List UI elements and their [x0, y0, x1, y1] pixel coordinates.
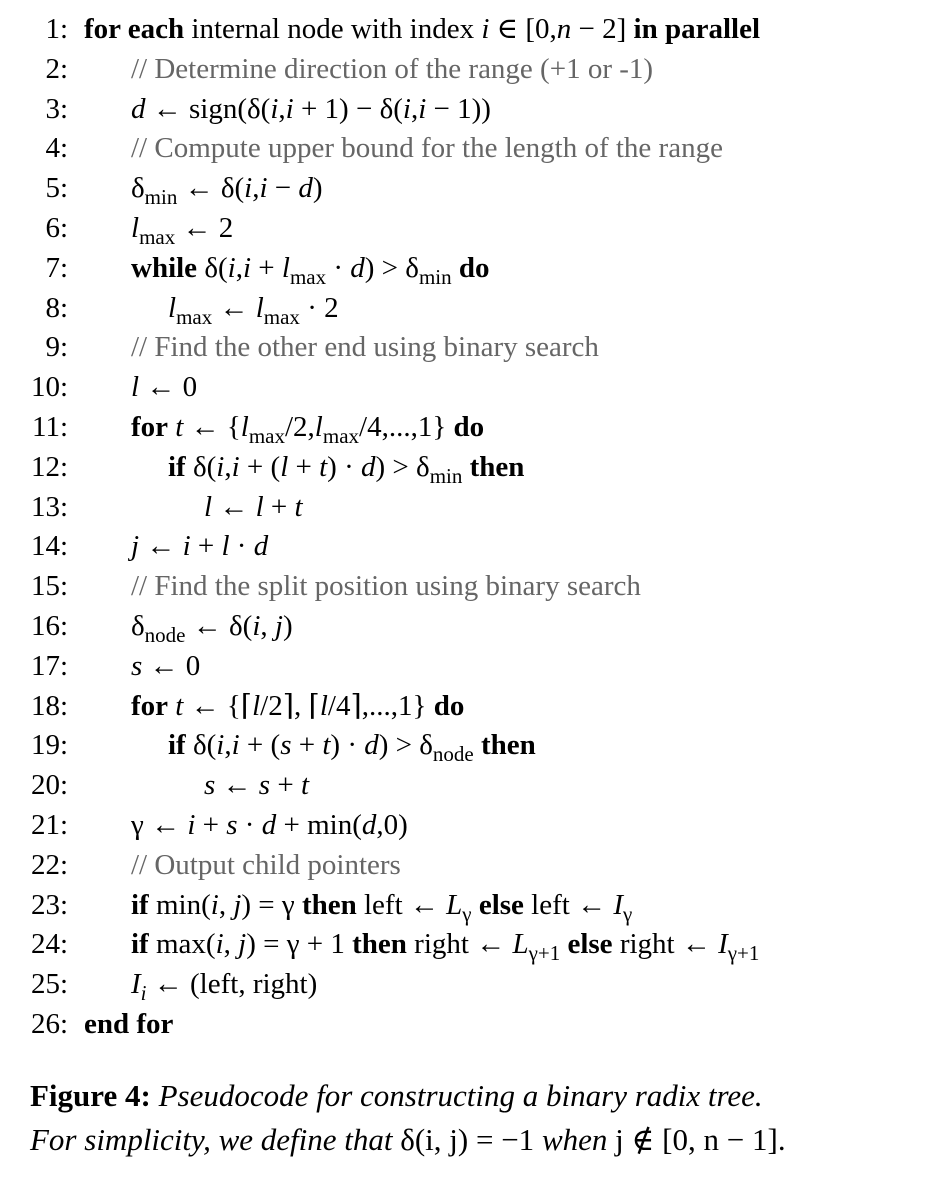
- line-number: 12:: [30, 450, 68, 483]
- line-number: 26:: [30, 1007, 68, 1040]
- code-line: [0, 368, 930, 408]
- code-line: [0, 328, 930, 368]
- code-line: [0, 687, 930, 727]
- code-text: δ: [131, 172, 145, 205]
- variable: i: [210, 888, 219, 921]
- keyword: then: [352, 928, 407, 961]
- code-text: + 1) − δ(: [293, 92, 403, 125]
- variable: l: [314, 410, 323, 443]
- code-text: + min(: [276, 808, 362, 841]
- variable: L: [446, 888, 463, 921]
- subscript: node: [144, 622, 186, 647]
- code-text: ,: [224, 450, 232, 483]
- code-line: [0, 50, 930, 90]
- code-text: ,: [235, 251, 243, 284]
- code-text: ←: [139, 530, 183, 563]
- algorithm-block: [0, 10, 930, 1045]
- variable: d: [253, 530, 269, 563]
- line-number: 4:: [45, 132, 68, 165]
- line-number: 24:: [30, 928, 68, 961]
- code-text: min(: [148, 888, 211, 921]
- keyword: if: [168, 450, 186, 483]
- variable: l: [255, 490, 264, 523]
- code-text: ) ·: [330, 729, 365, 762]
- code-line: [0, 488, 930, 528]
- line-number: 11:: [32, 410, 68, 443]
- line-code: [84, 1005, 173, 1045]
- variable: d: [350, 251, 365, 284]
- line-number: 2:: [45, 52, 68, 85]
- line-code: [131, 249, 490, 289]
- code-text: ) ·: [327, 450, 361, 483]
- code-text: ) = γ: [241, 888, 302, 921]
- code-text: ) > δ: [378, 729, 433, 762]
- code-text: ,: [224, 729, 232, 762]
- code-text: ,: [410, 92, 419, 125]
- code-line: [0, 1005, 930, 1045]
- subscript: max: [248, 423, 285, 448]
- variable: L: [512, 928, 529, 961]
- line-code: [131, 328, 599, 368]
- line-code: [131, 965, 317, 1005]
- variable: l: [240, 410, 249, 443]
- line-number: 22:: [30, 848, 68, 881]
- code-line: [0, 925, 930, 965]
- line-number: 19:: [30, 729, 68, 762]
- line-number: 17:: [30, 649, 68, 682]
- code-text: +: [291, 729, 323, 762]
- line-code: [84, 10, 760, 50]
- line-code: [131, 209, 233, 249]
- keyword: else: [478, 888, 524, 921]
- line-code: [131, 408, 484, 448]
- variable: l: [131, 211, 140, 244]
- code-text: /2,: [284, 410, 315, 443]
- variable: j: [233, 888, 242, 921]
- caption-text-2a: For simplicity, we define that: [30, 1122, 401, 1157]
- code-line: [0, 965, 930, 1005]
- variable: l: [319, 689, 328, 722]
- subscript: min: [144, 185, 178, 210]
- line-code: [131, 925, 759, 965]
- code-text: max(: [148, 928, 216, 961]
- variable: i: [227, 251, 236, 284]
- caption-text-2b: when: [534, 1122, 616, 1157]
- variable: j: [238, 928, 247, 961]
- line-number: 3:: [45, 92, 68, 125]
- code-text: ): [312, 172, 323, 205]
- code-text: /2⌉, ⌈: [260, 689, 320, 722]
- keyword: if: [131, 928, 149, 961]
- variable: s: [280, 729, 292, 762]
- comment: // Find the other end using binary search: [131, 331, 599, 364]
- line-code: [168, 289, 339, 329]
- variable: i: [216, 450, 225, 483]
- line-number: 21:: [30, 808, 68, 841]
- code-line: [0, 289, 930, 329]
- line-code: [131, 806, 408, 846]
- subscript: max: [139, 224, 176, 249]
- line-number: 9:: [45, 331, 68, 364]
- code-line: [0, 448, 930, 488]
- keyword: if: [168, 729, 186, 762]
- code-text: right ←: [406, 928, 513, 961]
- variable: d: [298, 172, 313, 205]
- caption-text-1: Pseudocode for constructing a binary radix tree.: [158, 1078, 763, 1113]
- variable: l: [168, 291, 177, 324]
- keyword: else: [567, 928, 613, 961]
- code-text: + (: [239, 450, 281, 483]
- variable: l: [280, 450, 289, 483]
- variable: i: [402, 92, 411, 125]
- variable: l: [221, 530, 230, 563]
- code-text: ,: [278, 92, 286, 125]
- keyword: then: [301, 888, 357, 921]
- subscript: max: [322, 423, 360, 448]
- subscript: i: [140, 981, 147, 1006]
- code-text: left ←: [356, 888, 447, 921]
- variable: l: [252, 689, 261, 722]
- subscript: node: [432, 742, 474, 767]
- figure-caption: [30, 1074, 910, 1162]
- variable: i: [252, 609, 261, 642]
- code-text: [462, 451, 469, 483]
- subscript: max: [289, 264, 327, 289]
- line-number: 20:: [30, 769, 68, 802]
- code-line: [0, 90, 930, 130]
- variable: i: [231, 729, 240, 762]
- variable: i: [216, 729, 225, 762]
- line-code: [131, 647, 200, 687]
- line-number: 1:: [45, 13, 68, 45]
- code-text: · 2: [299, 291, 339, 324]
- variable: i: [187, 808, 196, 841]
- comment: // Find the split position using binary search: [131, 570, 641, 603]
- line-code: [204, 488, 303, 528]
- variable: i: [231, 450, 240, 483]
- line-number: 13:: [30, 490, 68, 523]
- code-line: [0, 726, 930, 766]
- code-text: +: [263, 490, 295, 523]
- code-text: ← δ(: [185, 609, 253, 642]
- keyword: end for: [84, 1007, 174, 1040]
- line-code: [131, 846, 401, 886]
- caption-math-2: j ∉ [0, n − 1].: [615, 1122, 786, 1157]
- code-text: ·: [229, 530, 254, 563]
- keyword: while: [131, 251, 198, 284]
- variable: t: [175, 410, 184, 443]
- line-number: 6:: [45, 211, 68, 244]
- code-text: ): [282, 609, 293, 642]
- variable: t: [294, 490, 303, 523]
- variable: l: [204, 490, 213, 523]
- code-text: +: [251, 251, 282, 284]
- keyword: do: [433, 689, 465, 722]
- code-text: internal node with index: [184, 13, 482, 45]
- code-line: [0, 249, 930, 289]
- keyword: in parallel: [633, 13, 761, 45]
- comment: // Compute upper bound for the length of the range: [131, 132, 723, 165]
- code-text: +: [270, 769, 301, 802]
- code-text: + (: [239, 729, 281, 762]
- subscript: max: [176, 304, 213, 329]
- keyword: do: [458, 251, 490, 284]
- code-line: [0, 10, 930, 50]
- variable: l: [255, 291, 264, 324]
- code-text: −: [267, 172, 299, 205]
- code-line: [0, 607, 930, 647]
- variable: s: [204, 769, 216, 802]
- code-text: ←: [212, 490, 256, 523]
- comment: // Output child pointers: [131, 848, 401, 881]
- code-text: +: [190, 530, 222, 563]
- line-code: [168, 448, 524, 488]
- code-text: γ ←: [131, 808, 188, 841]
- code-line: [0, 846, 930, 886]
- keyword: then: [469, 450, 525, 483]
- code-text: [474, 729, 481, 761]
- code-text: ,: [223, 928, 239, 961]
- line-number: 10:: [30, 371, 68, 404]
- line-code: [131, 169, 323, 209]
- subscript: min: [429, 463, 463, 488]
- variable: i: [285, 92, 294, 125]
- line-number: 16:: [30, 609, 68, 642]
- line-code: [168, 726, 536, 766]
- line-code: [204, 766, 309, 806]
- variable: d: [364, 729, 379, 762]
- code-text: δ(: [197, 251, 228, 284]
- variable: i: [242, 251, 252, 284]
- variable: I: [613, 888, 623, 921]
- code-text: [452, 252, 459, 284]
- variable: j: [131, 530, 140, 563]
- keyword: do: [453, 410, 485, 443]
- code-line: [0, 647, 930, 687]
- subscript: γ: [462, 901, 472, 926]
- code-text: ← 2: [175, 211, 234, 244]
- subscript: γ+1: [727, 941, 760, 966]
- code-text: ← 0: [139, 371, 198, 404]
- line-number: 5:: [45, 172, 68, 205]
- code-line: [0, 886, 930, 926]
- code-line: [0, 806, 930, 846]
- variable: t: [319, 450, 328, 483]
- variable: l: [281, 251, 290, 284]
- code-text: δ(: [185, 450, 217, 483]
- variable: I: [131, 968, 141, 1001]
- caption-line-1: [30, 1074, 910, 1118]
- code-text: left ←: [523, 888, 614, 921]
- code-text: ← 0: [142, 649, 201, 682]
- variable: t: [322, 729, 331, 762]
- line-code: [131, 368, 197, 408]
- code-line: [0, 766, 930, 806]
- line-code: [131, 607, 293, 647]
- code-text: ) > δ: [364, 251, 419, 284]
- variable: i: [259, 172, 268, 205]
- caption-math-1: δ(i, j) = −1: [400, 1122, 535, 1157]
- variable: i: [418, 92, 427, 125]
- line-code: [131, 567, 641, 607]
- code-text: ,: [252, 172, 260, 205]
- variable: d: [361, 450, 376, 483]
- variable: i: [481, 13, 490, 45]
- caption-label: Figure 4:: [30, 1078, 151, 1113]
- code-line: [0, 408, 930, 448]
- line-number: 7:: [45, 251, 68, 284]
- variable: i: [270, 92, 279, 125]
- code-text: ← δ(: [177, 172, 245, 205]
- code-text: − 1)): [426, 92, 491, 125]
- variable: i: [244, 172, 253, 205]
- variable: t: [300, 769, 310, 802]
- code-text: ,: [218, 888, 234, 921]
- code-text: ·: [326, 251, 351, 284]
- variable: n: [556, 13, 572, 45]
- subscript: max: [263, 304, 300, 329]
- code-text: ← {⌈: [183, 689, 253, 722]
- code-line: [0, 527, 930, 567]
- line-code: [131, 50, 653, 90]
- keyword: for each: [84, 13, 185, 45]
- comment: // Determine direction of the range (+1 or -1): [131, 52, 654, 85]
- line-number: 15:: [30, 570, 68, 603]
- line-number: 14:: [30, 530, 68, 563]
- code-text: ,: [260, 609, 275, 642]
- line-code: [131, 129, 723, 169]
- variable: t: [175, 689, 184, 722]
- variable: j: [274, 609, 283, 642]
- code-text: /4,...,1}: [359, 410, 454, 443]
- line-code: [131, 886, 632, 926]
- code-line: [0, 169, 930, 209]
- code-text: +: [288, 450, 320, 483]
- line-number: 18:: [30, 689, 68, 722]
- caption-line-2: [30, 1118, 910, 1162]
- code-text: δ(: [185, 729, 217, 762]
- keyword: for: [131, 689, 169, 722]
- code-line: [0, 567, 930, 607]
- code-line: [0, 129, 930, 169]
- keyword: if: [131, 888, 149, 921]
- code-text: δ: [131, 609, 145, 642]
- code-text: [472, 889, 479, 921]
- variable: d: [131, 92, 146, 125]
- variable: i: [215, 928, 224, 961]
- code-text: /4⌉,...,1}: [327, 689, 434, 722]
- code-line: [0, 209, 930, 249]
- code-text: ←: [212, 291, 256, 324]
- code-text: ← (left, right): [146, 968, 318, 1001]
- code-text: ← sign(δ(: [145, 92, 271, 125]
- variable: s: [131, 649, 143, 682]
- code-text: ,0): [376, 808, 408, 841]
- code-text: +: [195, 808, 227, 841]
- code-text: ) > δ: [375, 450, 430, 483]
- variable: l: [131, 371, 140, 404]
- line-code: [131, 687, 464, 727]
- code-text: ·: [237, 808, 262, 841]
- code-text: right ←: [612, 928, 719, 961]
- variable: d: [261, 808, 277, 841]
- keyword: for: [131, 410, 169, 443]
- variable: s: [226, 808, 238, 841]
- line-code: [131, 527, 268, 567]
- subscript: γ: [623, 901, 633, 926]
- variable: s: [258, 769, 271, 802]
- code-text: ← {: [183, 410, 241, 443]
- code-text: − 2]: [571, 13, 634, 45]
- line-number: 23:: [30, 888, 68, 921]
- variable: I: [718, 928, 728, 961]
- line-code: [131, 90, 491, 130]
- subscript: min: [418, 264, 452, 289]
- keyword: then: [481, 729, 536, 762]
- line-number: 8:: [45, 291, 68, 324]
- subscript: γ+1: [528, 941, 561, 966]
- code-text: ) = γ + 1: [246, 928, 353, 961]
- line-number: 25:: [30, 968, 68, 1001]
- variable: i: [182, 530, 191, 563]
- variable: d: [361, 808, 377, 841]
- code-text: ∈ [0,: [489, 13, 557, 45]
- code-text: ←: [215, 769, 259, 802]
